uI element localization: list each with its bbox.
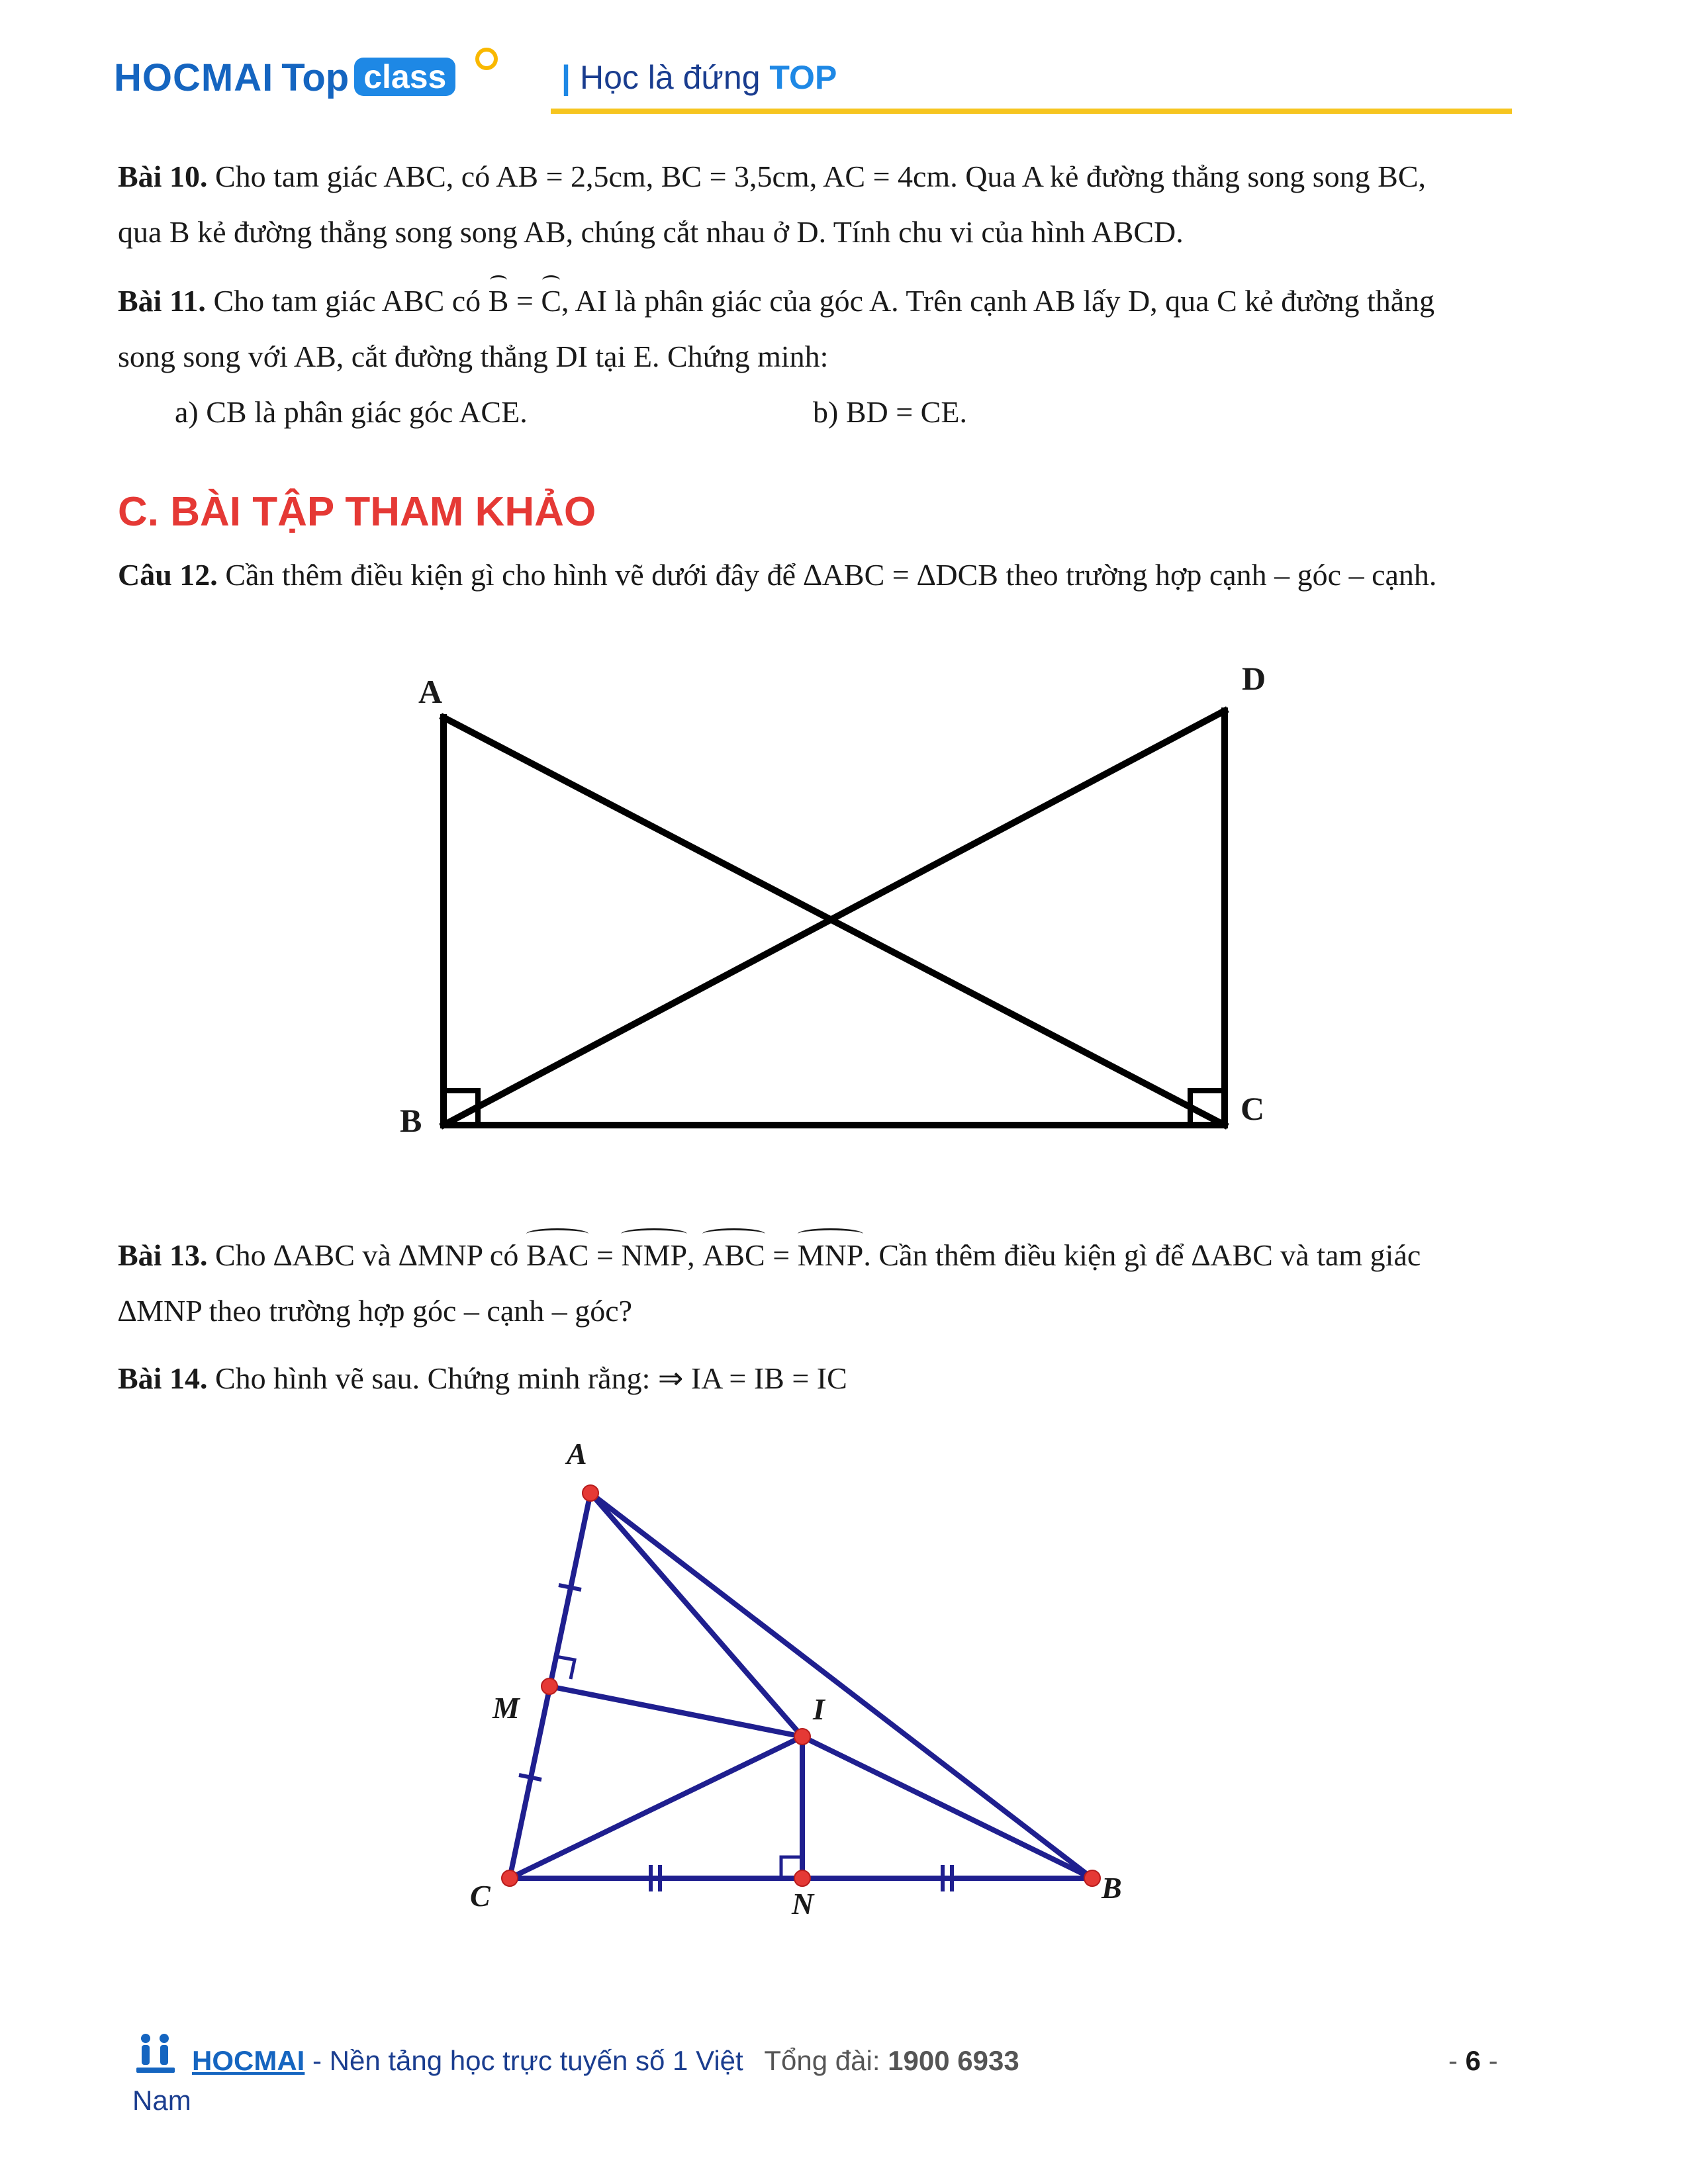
angle-c: C bbox=[541, 281, 561, 322]
cau12-formula: ∆ABC = ∆DCB bbox=[803, 558, 998, 592]
bai13-t1: Cho ∆ABC và ∆MNP có bbox=[214, 1238, 519, 1272]
bai11-eq: = bbox=[516, 284, 534, 318]
footer-text bbox=[192, 2045, 1019, 2077]
footer-hotline: 1900 6933 bbox=[888, 2045, 1019, 2076]
bai14 bbox=[118, 1358, 1574, 1399]
bai13-t2: . Cần thêm điều kiện gì để ∆ABC và tam giác bbox=[863, 1238, 1421, 1272]
point-a bbox=[583, 1485, 598, 1501]
bai11-text1b: , AI là phân giác của góc A. Trên cạnh AB lấy D, qua C kẻ đường thẳng bbox=[561, 284, 1435, 318]
bai11 bbox=[118, 281, 1574, 433]
bai13-comma: , bbox=[687, 1238, 695, 1272]
bai11-part-a: a) CB là phân giác góc ACE. bbox=[175, 395, 528, 429]
bai10-line1 bbox=[118, 156, 1574, 197]
bai11-line2: song song với AB, cắt đường thẳng DI tại E. Chứng minh: bbox=[118, 340, 829, 373]
hocmai-footer-icon bbox=[132, 2030, 179, 2077]
bai11-line1 bbox=[118, 281, 1574, 322]
segment-ib bbox=[802, 1737, 1092, 1878]
bai11-label: Bài 11. bbox=[118, 284, 206, 318]
slogan-text: Học là đứng bbox=[580, 59, 761, 96]
footer-brand-link[interactable]: HOCMAI bbox=[192, 2045, 305, 2076]
label-m: M bbox=[492, 1691, 520, 1725]
logo-class-badge: class bbox=[354, 58, 455, 96]
angle-abc: ABC bbox=[702, 1235, 765, 1276]
page-value: 6 bbox=[1465, 2045, 1481, 2076]
bai10 bbox=[118, 156, 1574, 253]
segment-ci bbox=[510, 1737, 802, 1878]
logo-sun-icon bbox=[475, 48, 498, 70]
bai13-eq2: = bbox=[773, 1238, 790, 1272]
bai11-text1a: Cho tam giác ABC có bbox=[213, 284, 481, 318]
cau12 bbox=[118, 555, 1607, 596]
tick-mc bbox=[519, 1775, 541, 1780]
right-angle-m bbox=[556, 1657, 575, 1679]
bai13-eq1: = bbox=[596, 1238, 614, 1272]
logo-hocmai-text: HOCMAI bbox=[114, 56, 274, 99]
bai10-line2: qua B kẻ đường thẳng song song AB, chúng cắt nhau ở D. Tính chu vi của hình ABCD. bbox=[118, 215, 1184, 249]
point-c bbox=[502, 1870, 518, 1886]
point-b bbox=[1084, 1870, 1100, 1886]
segment-ab bbox=[590, 1493, 1092, 1878]
label-a: A bbox=[418, 673, 443, 710]
label-c: C bbox=[470, 1879, 491, 1913]
footer-tagline: - Nền tảng học trực tuyến số 1 Việt bbox=[312, 2045, 743, 2076]
point-i bbox=[794, 1729, 810, 1745]
footer-hotline-label: Tổng đài: bbox=[764, 2045, 880, 2076]
bai13 bbox=[118, 1235, 1607, 1332]
label-n: N bbox=[792, 1887, 814, 1921]
figure-abc-dcb bbox=[371, 649, 1364, 1178]
footer-tagline-cont: Nam bbox=[132, 2085, 191, 2116]
label-c: C bbox=[1241, 1090, 1265, 1127]
label-b: B bbox=[400, 1102, 422, 1139]
slogan-top: TOP bbox=[769, 59, 837, 96]
bai13-label: Bài 13. bbox=[118, 1238, 208, 1272]
logo-top-text: Top bbox=[281, 56, 350, 99]
label-a: A bbox=[567, 1437, 587, 1471]
cau12-label: Câu 12. bbox=[118, 558, 218, 592]
point-n bbox=[794, 1870, 810, 1886]
bai14-text: Cho hình vẽ sau. Chứng minh rằng: bbox=[214, 1361, 651, 1395]
label-i: I bbox=[813, 1692, 825, 1726]
bai11-parts bbox=[118, 392, 1574, 433]
angle-b: B bbox=[489, 281, 509, 322]
slogan-bar: | bbox=[561, 59, 571, 96]
page-number bbox=[1448, 2045, 1498, 2077]
cau12-text-a: Cần thêm điều kiện gì cho hình vẽ dưới đây để bbox=[225, 558, 796, 592]
hocmai-topclass-logo bbox=[114, 56, 455, 109]
angle-bac: BAC bbox=[526, 1235, 589, 1276]
point-m bbox=[541, 1678, 557, 1694]
section-title: C. BÀI TẬP THAM KHẢO bbox=[118, 489, 596, 535]
page-prefix: - bbox=[1448, 2045, 1458, 2076]
bai10-text1: Cho tam giác ABC, có AB = 2,5cm, BC = 3,5cm, AC = 4cm. Qua A kẻ đường thẳng song song BC, bbox=[214, 159, 1427, 193]
bai13-line1 bbox=[118, 1235, 1607, 1276]
bai14-label: Bài 14. bbox=[118, 1361, 208, 1395]
bai14-formula: ⇒ IA = IB = IC bbox=[657, 1361, 847, 1395]
tick-am bbox=[559, 1585, 581, 1590]
label-d: D bbox=[1242, 660, 1266, 697]
cau12-text-b: theo trường hợp cạnh – góc – cạnh. bbox=[1006, 558, 1437, 592]
bai11-part-b: b) BD = CE. bbox=[813, 395, 967, 429]
angle-mnp: MNP bbox=[798, 1235, 864, 1276]
page-suffix: - bbox=[1488, 2045, 1498, 2076]
angle-nmp: NMP bbox=[621, 1235, 687, 1276]
bai13-line2: ∆MNP theo trường hợp góc – cạnh – góc? bbox=[118, 1294, 633, 1328]
header-slogan bbox=[561, 58, 837, 97]
bai10-label: Bài 10. bbox=[118, 159, 208, 193]
header-underline bbox=[551, 109, 1512, 114]
label-b: B bbox=[1102, 1871, 1122, 1905]
figure-triangle-iabc bbox=[463, 1423, 1192, 1926]
